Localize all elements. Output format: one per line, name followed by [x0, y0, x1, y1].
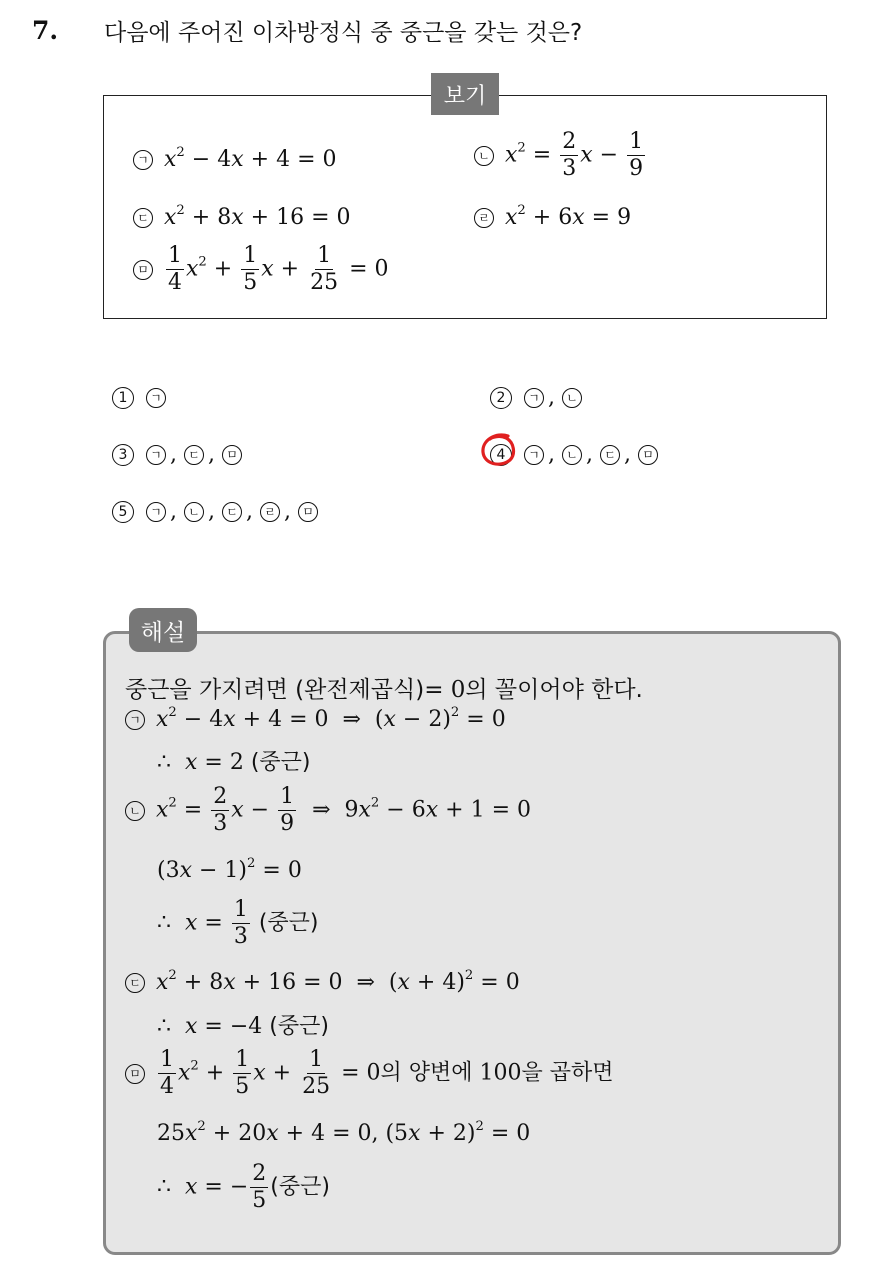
question-number: 7.	[32, 16, 59, 45]
solution-nieun: ㄴ $x^2$ = $\frac{2}{3}$ x − $\frac{1}{9}$ ⇒ $9x^2 - 6x + 1 = 0$	[125, 786, 531, 835]
solution-label: 해설	[129, 608, 197, 652]
marker-mieum: ㅁ	[133, 260, 153, 280]
choice-4[interactable]: 4 ㄱ , ㄴ , ㄷ , ㅁ	[490, 442, 662, 467]
solution-nieun-result: ∴ x = $\frac{1}{3}$ (중근)	[157, 897, 319, 949]
solution-mieum: ㅁ $\frac{1}{4}$ $x^2$ + $\frac{1}{5}$ x + $\frac{1}{25}$ = 0의 양변에 100을 곱하면	[125, 1049, 614, 1098]
marker-digeut: ㄷ	[125, 973, 145, 993]
bogi-label: 보기	[431, 73, 499, 115]
marker-giyeok: ㄱ	[125, 710, 145, 730]
choice-2[interactable]: 2 ㄱ , ㄴ	[490, 385, 586, 410]
solution-mieum-expand: $25x^2 + 20x + 4 = 0$, $(5x + 2)^2 = 0$	[157, 1119, 531, 1146]
choice-3[interactable]: 3 ㄱ , ㄷ , ㅁ	[112, 442, 246, 467]
bogi-item-1: ㄱ $x^2 - 4x + 4 = 0$	[133, 147, 337, 172]
answer-mark-circle	[478, 430, 518, 470]
solution-giyeok: ㄱ $x^2 - 4x + 4 = 0$ ⇒ $(x - 2)^2 = 0$	[125, 707, 506, 732]
question-text: 다음에 주어진 이차방정식 중 중근을 갖는 것은?	[104, 20, 583, 46]
solution-giyeok-result: ∴ x = 2 (중근)	[157, 750, 311, 775]
marker-rieul: ㄹ	[474, 208, 494, 228]
marker-digeut: ㄷ	[133, 208, 153, 228]
solution-intro: 중근을 가지려면 (완전제곱식)= 0의 꼴이어야 한다.	[125, 677, 643, 703]
solution-nieun-square: $(3x - 1)^2 = 0$	[157, 856, 302, 883]
solution-digeut-result: ∴ x = −4 (중근)	[157, 1014, 329, 1039]
solution-digeut: ㄷ $x^2 + 8x + 16 = 0$ ⇒ $(x + 4)^2 = 0$	[125, 970, 520, 995]
bogi-item-3: ㄷ $x^2 + 8x + 16 = 0$	[133, 205, 351, 230]
marker-giyeok: ㄱ	[133, 150, 153, 170]
solution-mieum-result: ∴ x = − $\frac{2}{5}$ (중근)	[157, 1161, 330, 1213]
marker-nieun: ㄴ	[474, 146, 494, 166]
marker-mieum: ㅁ	[125, 1064, 145, 1084]
marker-nieun: ㄴ	[125, 801, 145, 821]
choice-1[interactable]: 1 ㄱ	[112, 385, 170, 410]
choice-5[interactable]: 5 ㄱ , ㄴ , ㄷ , ㄹ , ㅁ	[112, 499, 322, 524]
bogi-item-4: ㄹ $x^2 + 6x = 9$	[474, 205, 631, 230]
bogi-item-5: ㅁ $\frac{1}{4}$ $x^2$ + $\frac{1}{5}$ x + $\frac{1}{25}$ = 0	[133, 245, 389, 294]
bogi-item-2: ㄴ $x^2$ = $\frac{2}{3}$ x − $\frac{1}{9}$	[474, 131, 647, 180]
